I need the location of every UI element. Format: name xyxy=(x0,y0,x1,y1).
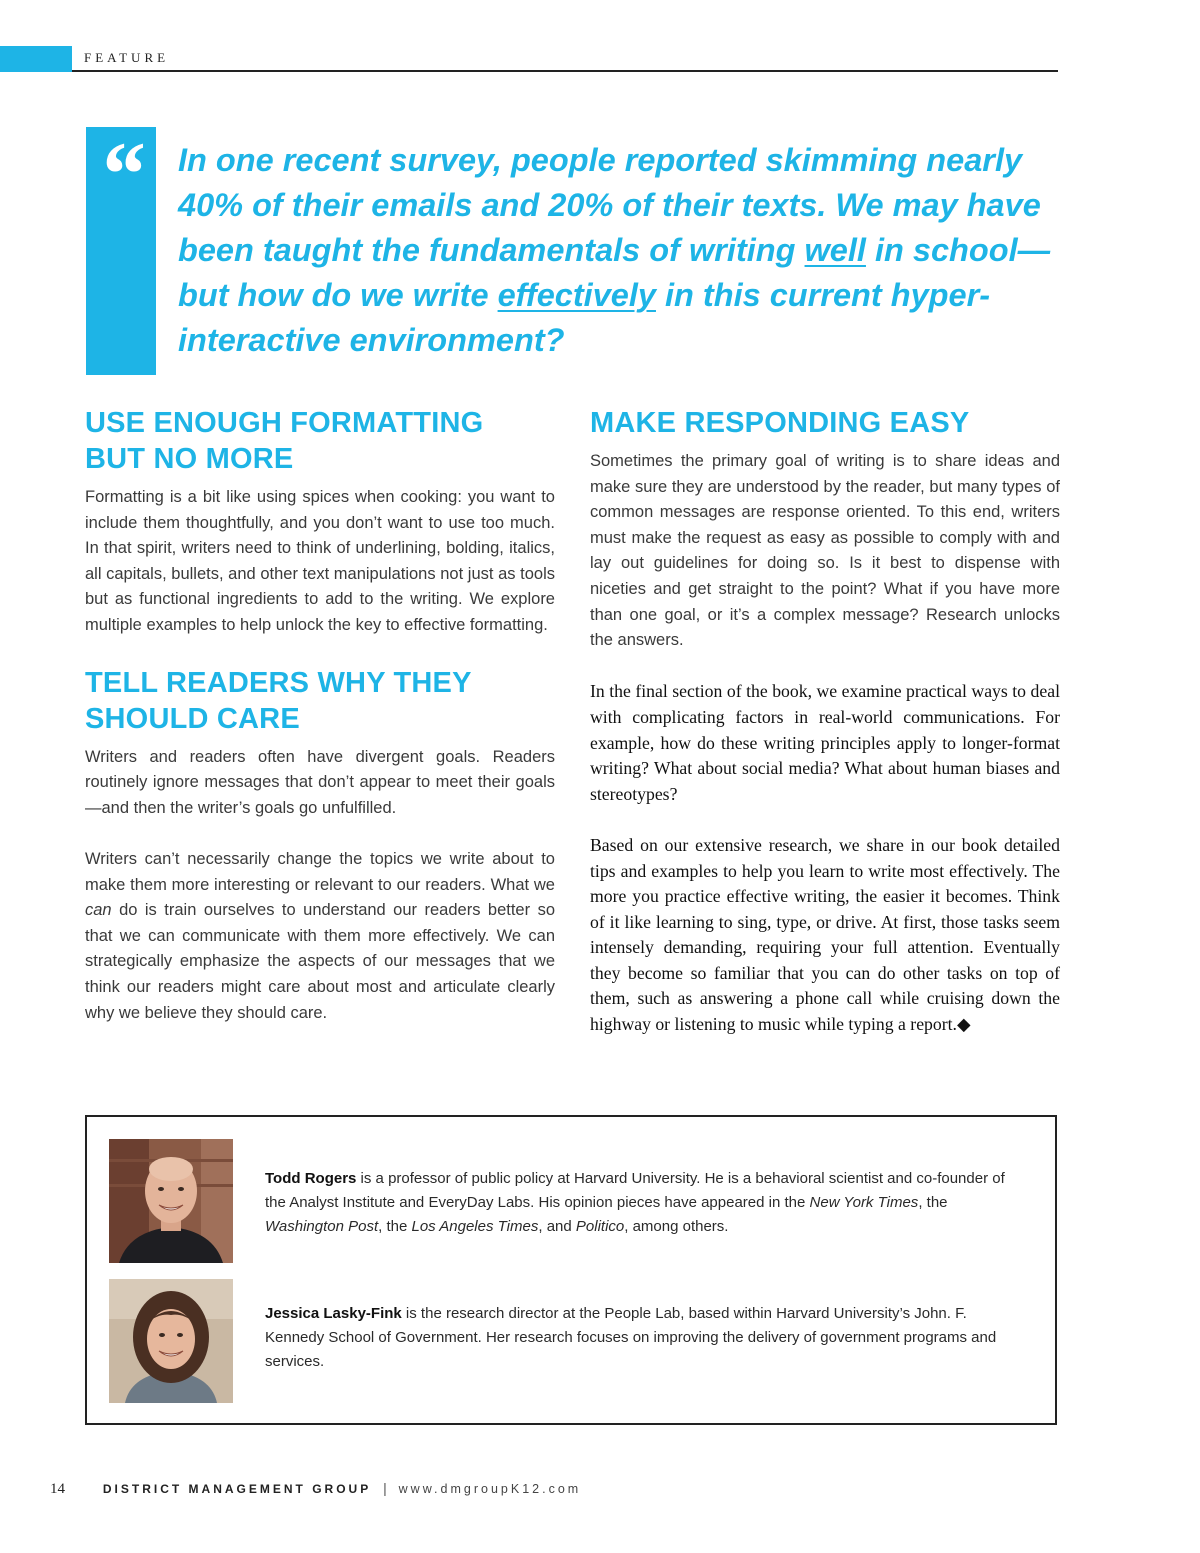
author-bio-box xyxy=(85,1115,1057,1425)
author-name-jessica-lasky-fink: Jessica Lasky-Fink xyxy=(265,1305,402,1322)
page-number: 14 xyxy=(50,1481,65,1497)
paragraph-divergent-goals: Writers and readers often have divergent goals. Readers routinely ignore messages that don’t appear to meet their goals—and then the writer’s goals go unfulfilled. xyxy=(85,747,555,817)
left-column xyxy=(85,405,555,1026)
jessica-lasky-fink-bio: Jessica Lasky-Fink is the research director at the People Lab, based within Harvard University’s John. F. Kennedy School of Government. Her research focuses on improving the delivery of government programs and services. xyxy=(265,1305,997,1370)
paragraph-final-section: In the final section of the book, we examine practical ways to deal with complicating factors in real-world communications. For example, how do these writing principles apply to longer-format writing? What about social media? What about human biases and stereotypes? xyxy=(590,681,1060,804)
paragraph-train-ourselves: Writers can’t necessarily change the topics we write about to make them more interesting or relevant to our readers. What we can do is train ourselves to understand our readers better so that we can communicate with them more effectively. We can strategically emphasize the aspects of our messages that we think our readers might care about most and articulate clearly why we believe they should care. xyxy=(85,849,555,1022)
jessica-lasky-fink-photo xyxy=(109,1279,233,1403)
header-rule xyxy=(72,70,1058,72)
end-diamond-icon: ◆ xyxy=(956,1014,971,1035)
pull-quote-underline-well: well xyxy=(804,232,866,268)
section-accent-tab xyxy=(0,46,72,72)
author-name-todd-rogers: Todd Rogers xyxy=(265,1170,357,1187)
todd-rogers-bio: Todd Rogers is a professor of public policy at Harvard University. He is a behavioral scientist and co-founder of the Analyst Institute and EveryDay Labs. His opinion pieces have appeared in the New York Times, the Washington Post, the Los Angeles Times, and Politico, among others. xyxy=(265,1170,1005,1235)
footer-url[interactable]: www.dmgroupK12.com xyxy=(398,1482,582,1496)
page-footer xyxy=(50,1480,581,1498)
paragraph-formatting: Formatting is a bit like using spices when cooking: you want to include them thoughtfully, and you don’t want to use too much. In that spirit, writers need to think of underlining, bolding, italics, all capitals, bullets, and other text manipulations not just as tools but as functional ingredients to add to the writing. We explore multiple examples to help unlock the key to effective formatting. xyxy=(85,488,555,634)
heading-use-enough-formatting: USE ENOUGH FORMATTING BUT NO MORE xyxy=(85,407,484,475)
section-label: FEATURE xyxy=(84,50,170,65)
heading-make-responding-easy: MAKE RESPONDING EASY xyxy=(590,407,970,439)
todd-rogers-photo xyxy=(109,1139,233,1263)
paragraph-response-oriented: Sometimes the primary goal of writing is to share ideas and make sure they are understood by the reader, but many types of common messages are response oriented. To this end, writers must make the request as easy as possible to comply with and lay out guidelines for doing so. Is it best to dispense with niceties and get straight to the point? What if you have more than one goal, or it’s a complex message? Research unlocks the answers. xyxy=(590,452,1060,650)
paragraph-based-on-research: Based on our extensive research, we share in our book detailed tips and examples to help you learn to write most effectively. The more you practice effective writing, the easier it becomes. Think of it like learning to sing, type, or drive. At first, those tasks seem intensely demanding, requiring your full attention. Eventually they become so familiar that you can do other tasks on top of them, such as answering a phone call while cruising down the highway or listening to music while typing a report.◆ xyxy=(590,834,1060,1035)
heading-tell-readers-why: TELL READERS WHY THEY SHOULD CARE xyxy=(85,666,472,735)
pull-quote-underline-effectively: effectively xyxy=(497,277,656,313)
footer-org-name: DISTRICT MANAGEMENT GROUP xyxy=(102,1482,372,1496)
right-column xyxy=(590,405,1060,1038)
footer-separator: | xyxy=(383,1480,387,1496)
pull-quote: In one recent survey, people reported skimming nearly 40% of their emails and 20% of their texts. We may have been taught the fundamentals of writing well in school—but how do we write effectively in this current hyper-interactive environment? xyxy=(178,142,1051,358)
quote-mark-icon: “ xyxy=(98,123,144,225)
